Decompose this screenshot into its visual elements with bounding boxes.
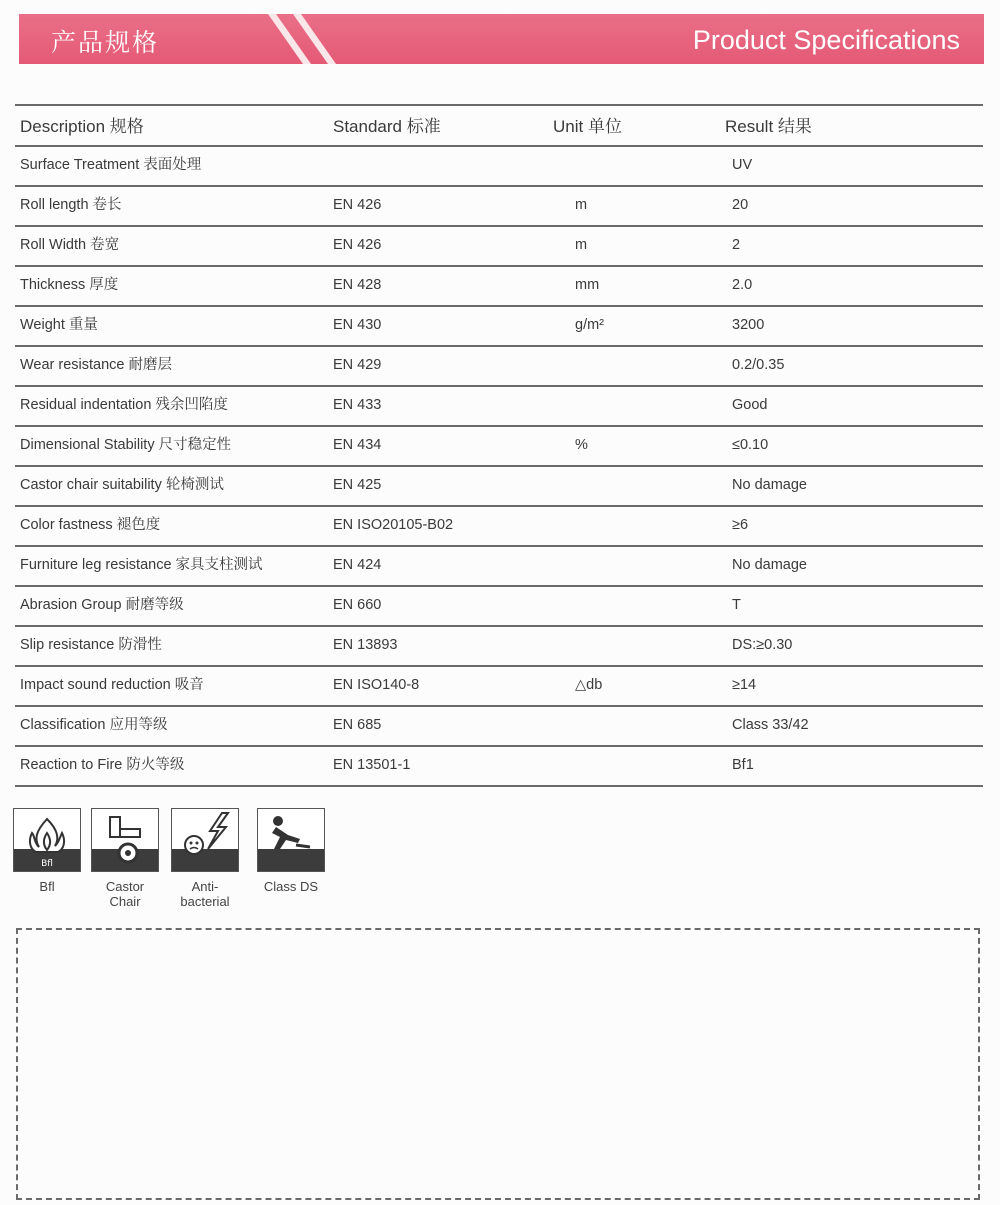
fire-bfl-mark: Bfl — [41, 859, 53, 869]
table-row — [15, 627, 983, 667]
table-row — [15, 587, 983, 627]
icon-item — [13, 808, 81, 894]
dashed-notes-box — [16, 928, 980, 1200]
table-row — [15, 507, 983, 547]
cell-unit: mm — [575, 277, 600, 293]
cell-standard: EN 426 — [333, 237, 382, 253]
cell-description: Roll Width 卷宽 — [20, 237, 120, 253]
column-header-unit: Unit 单位 — [553, 117, 622, 136]
cell-standard: EN 660 — [333, 597, 382, 613]
cell-result: ≤0.10 — [732, 437, 769, 453]
cell-description: Reaction to Fire 防火等级 — [20, 757, 185, 773]
cell-unit: △db — [575, 677, 603, 693]
icon-item — [257, 808, 325, 894]
cell-result: 2 — [732, 237, 741, 253]
cell-standard: EN 434 — [333, 437, 382, 453]
cell-result: 0.2/0.35 — [732, 357, 785, 373]
column-header-description: Description 规格 — [20, 117, 144, 136]
cell-description: Roll length 卷长 — [20, 197, 122, 213]
table-row — [15, 747, 983, 787]
cell-standard: EN ISO20105-B02 — [333, 517, 454, 533]
cell-result: ≥14 — [732, 677, 757, 693]
cell-unit: m — [575, 237, 588, 253]
cell-standard: EN 424 — [333, 557, 382, 573]
cell-unit: m — [575, 197, 588, 213]
castor-chair-icon — [91, 808, 159, 872]
cell-description: Residual indentation 残余凹陷度 — [20, 397, 228, 413]
icon-caption: Anti-bacterial — [180, 879, 230, 909]
cell-standard: EN 13501-1 — [333, 757, 411, 773]
table-row — [15, 227, 983, 267]
cell-result: DS:≥0.30 — [732, 637, 793, 653]
table-row — [15, 187, 983, 227]
table-row — [15, 147, 983, 187]
cell-standard: EN 430 — [333, 317, 382, 333]
cell-standard: EN 428 — [333, 277, 382, 293]
table-row — [15, 547, 983, 587]
cell-description: Classification 应用等级 — [20, 717, 168, 733]
icon-caption: Class DS — [263, 879, 319, 894]
cell-description: Weight 重量 — [20, 317, 98, 333]
cell-standard: EN 426 — [333, 197, 382, 213]
cell-result: 2.0 — [732, 277, 753, 293]
cell-result: No damage — [732, 557, 807, 573]
cell-description: Abrasion Group 耐磨等级 — [20, 597, 184, 613]
table-row — [15, 427, 983, 467]
cell-unit: g/m² — [575, 317, 604, 333]
table-row — [15, 467, 983, 507]
table-row — [15, 707, 983, 747]
cell-description: Dimensional Stability 尺寸稳定性 — [20, 437, 232, 453]
table-row — [15, 307, 983, 347]
cell-description: Thickness 厚度 — [20, 277, 119, 293]
cell-description: Color fastness 褪色度 — [20, 517, 161, 533]
cell-unit: % — [575, 437, 588, 453]
icon-item — [91, 808, 159, 909]
cell-description: Surface Treatment 表面处理 — [20, 157, 202, 173]
cell-result: Bf1 — [732, 757, 754, 773]
cell-description: Slip resistance 防滑性 — [20, 637, 162, 653]
cell-standard: EN 685 — [333, 717, 382, 733]
cell-description: Wear resistance 耐磨层 — [20, 357, 173, 373]
column-header-standard: Standard 标准 — [333, 117, 441, 136]
banner-stripe — [286, 14, 350, 64]
cell-result: ≥6 — [732, 517, 749, 533]
cell-result: Class 33/42 — [732, 717, 809, 733]
cell-result: UV — [732, 157, 753, 173]
icon-caption: Bfl — [39, 879, 55, 894]
cell-description: Impact sound reduction 吸音 — [20, 677, 204, 693]
title-english: Product Specifications — [692, 25, 960, 55]
cell-standard: EN ISO140-8 — [333, 677, 420, 693]
cell-standard: EN 425 — [333, 477, 382, 493]
slip-ds-icon — [257, 808, 325, 872]
icon-item — [171, 808, 239, 909]
anti-bacterial-icon — [171, 808, 239, 872]
cell-standard: EN 429 — [333, 357, 382, 373]
icon-caption: Castor Chair — [105, 879, 145, 909]
spec-table — [15, 104, 983, 787]
table-row — [15, 267, 983, 307]
column-header-result: Result 结果 — [725, 117, 812, 136]
table-row — [15, 387, 983, 427]
header-banner — [19, 14, 984, 64]
cell-result: 3200 — [732, 317, 765, 333]
cell-result: T — [732, 597, 741, 613]
cell-standard: EN 433 — [333, 397, 382, 413]
cell-result: Good — [732, 397, 768, 413]
cell-result: 20 — [732, 197, 749, 213]
cell-result: No damage — [732, 477, 807, 493]
cell-description: Castor chair suitability 轮椅测试 — [20, 477, 224, 493]
table-row — [15, 347, 983, 387]
table-row — [15, 667, 983, 707]
cell-standard: EN 13893 — [333, 637, 398, 653]
cell-description: Furniture leg resistance 家具支柱测试 — [20, 557, 263, 573]
table-header-row — [15, 106, 983, 147]
fire-bfl-icon — [13, 808, 81, 872]
title-chinese: 产品规格 — [51, 28, 160, 57]
